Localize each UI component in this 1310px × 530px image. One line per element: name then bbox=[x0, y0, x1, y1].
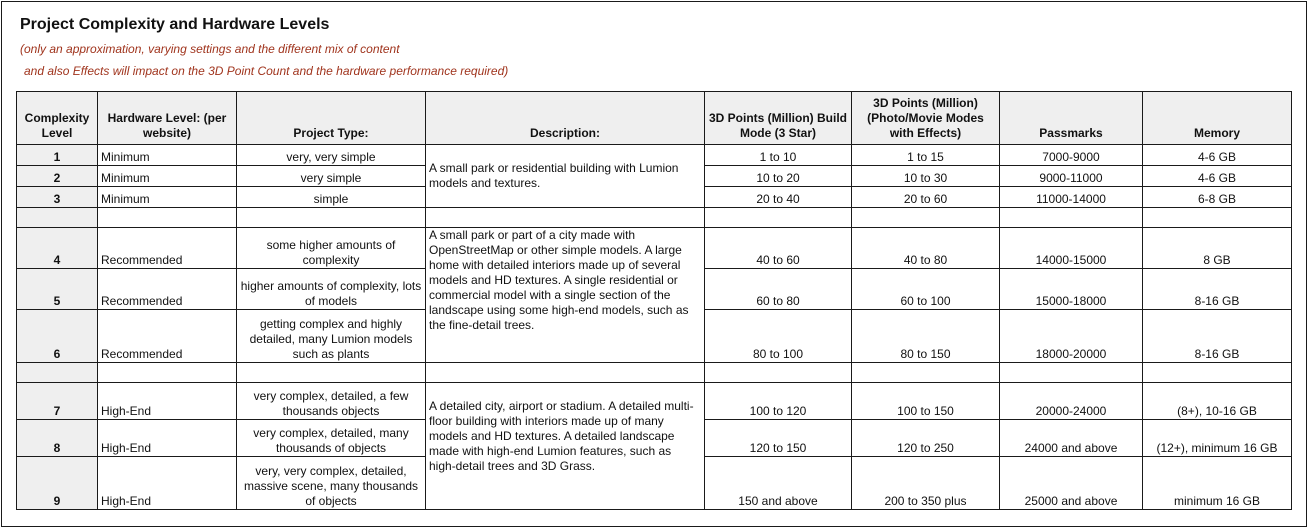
points-build-cell: 100 to 120 bbox=[705, 383, 852, 420]
points-photo-cell: 200 to 350 plus bbox=[852, 457, 1000, 510]
project-type-cell: some higher amounts of complexity bbox=[237, 228, 426, 269]
points-build-cell: 40 to 60 bbox=[705, 228, 852, 269]
memory-cell: (8+), 10-16 GB bbox=[1143, 383, 1292, 420]
level-cell: 3 bbox=[17, 187, 98, 208]
spacer-row bbox=[17, 363, 1292, 383]
note-line-2: and also Effects will impact on the 3D Point Count and the hardware performance required) bbox=[24, 64, 509, 78]
memory-cell: 6-8 GB bbox=[1143, 187, 1292, 208]
header-points-build: 3D Points (Million) Build Mode (3 Star) bbox=[705, 92, 852, 145]
memory-cell: 8 GB bbox=[1143, 228, 1292, 269]
project-type-cell: getting complex and highly detailed, many Lumion models such as plants bbox=[237, 310, 426, 363]
level-cell: 6 bbox=[17, 310, 98, 363]
memory-cell: 4-6 GB bbox=[1143, 145, 1292, 166]
passmarks-cell: 14000-15000 bbox=[1000, 228, 1143, 269]
hardware-cell: Minimum bbox=[98, 166, 237, 187]
project-type-cell: very complex, detailed, a few thousands objects bbox=[237, 383, 426, 420]
memory-cell: 8-16 GB bbox=[1143, 269, 1292, 310]
project-type-cell: simple bbox=[237, 187, 426, 208]
memory-cell: 8-16 GB bbox=[1143, 310, 1292, 363]
project-type-cell: very simple bbox=[237, 166, 426, 187]
passmarks-cell: 9000-11000 bbox=[1000, 166, 1143, 187]
points-photo-cell: 10 to 30 bbox=[852, 166, 1000, 187]
memory-cell: minimum 16 GB bbox=[1143, 457, 1292, 510]
spacer-cell bbox=[1143, 208, 1292, 228]
level-cell: 4 bbox=[17, 228, 98, 269]
hardware-cell: High-End bbox=[98, 457, 237, 510]
hardware-cell: High-End bbox=[98, 383, 237, 420]
header-level: Complexity Level bbox=[17, 92, 98, 145]
points-build-cell: 80 to 100 bbox=[705, 310, 852, 363]
points-photo-cell: 60 to 100 bbox=[852, 269, 1000, 310]
spacer-cell bbox=[852, 363, 1000, 383]
spacer-cell bbox=[237, 363, 426, 383]
project-type-cell: very complex, detailed, many thousands of objects bbox=[237, 420, 426, 457]
passmarks-cell: 7000-9000 bbox=[1000, 145, 1143, 166]
hardware-cell: High-End bbox=[98, 420, 237, 457]
note-line-1: (only an approximation, varying settings and the different mix of content bbox=[20, 42, 400, 56]
passmarks-cell: 11000-14000 bbox=[1000, 187, 1143, 208]
spacer-cell bbox=[705, 208, 852, 228]
spacer-cell bbox=[17, 363, 98, 383]
memory-cell: (12+), minimum 16 GB bbox=[1143, 420, 1292, 457]
header-memory: Memory bbox=[1143, 92, 1292, 145]
passmarks-cell: 20000-24000 bbox=[1000, 383, 1143, 420]
points-build-cell: 150 and above bbox=[705, 457, 852, 510]
points-photo-cell: 40 to 80 bbox=[852, 228, 1000, 269]
spacer-cell bbox=[237, 208, 426, 228]
table-row bbox=[17, 383, 1292, 420]
spacer-cell bbox=[1000, 208, 1143, 228]
table-row bbox=[17, 228, 1292, 269]
points-photo-cell: 120 to 250 bbox=[852, 420, 1000, 457]
project-type-cell: very, very complex, detailed, massive scene, many thousands of objects bbox=[237, 457, 426, 510]
header-project-type: Project Type: bbox=[237, 92, 426, 145]
description-minimum: A small park or residential building with Lumion models and textures. bbox=[426, 145, 705, 208]
level-cell: 5 bbox=[17, 269, 98, 310]
spacer-cell bbox=[426, 208, 705, 228]
memory-cell: 4-6 GB bbox=[1143, 166, 1292, 187]
passmarks-cell: 24000 and above bbox=[1000, 420, 1143, 457]
level-cell: 2 bbox=[17, 166, 98, 187]
table-row bbox=[17, 145, 1292, 166]
level-cell: 9 bbox=[17, 457, 98, 510]
spacer-row bbox=[17, 208, 1292, 228]
description-high-end: A detailed city, airport or stadium. A detailed multi-floor building with interiors made up of many models and HD textures. A detailed landscape made with high-end Lumion features, such as high-detail trees and 3D Grass. bbox=[426, 383, 705, 510]
header-passmarks: Passmarks bbox=[1000, 92, 1143, 145]
spacer-cell bbox=[426, 363, 705, 383]
header-description: Description: bbox=[426, 92, 705, 145]
spacer-cell bbox=[705, 363, 852, 383]
spacer-cell bbox=[1143, 363, 1292, 383]
passmarks-cell: 15000-18000 bbox=[1000, 269, 1143, 310]
level-cell: 1 bbox=[17, 145, 98, 166]
points-photo-cell: 100 to 150 bbox=[852, 383, 1000, 420]
passmarks-cell: 25000 and above bbox=[1000, 457, 1143, 510]
page-title: Project Complexity and Hardware Levels bbox=[20, 16, 330, 33]
points-build-cell: 10 to 20 bbox=[705, 166, 852, 187]
points-photo-cell: 1 to 15 bbox=[852, 145, 1000, 166]
project-type-cell: higher amounts of complexity, lots of models bbox=[237, 269, 426, 310]
points-build-cell: 1 to 10 bbox=[705, 145, 852, 166]
spacer-cell bbox=[852, 208, 1000, 228]
passmarks-cell: 18000-20000 bbox=[1000, 310, 1143, 363]
description-recommended: A small park or part of a city made with OpenStreetMap or other simple models. A large home with detailed interiors made up of several models and HD textures. A single residential or commercial model with a single section of the landscape using some high-end models, such as the fine-detail trees. bbox=[426, 228, 705, 363]
points-build-cell: 120 to 150 bbox=[705, 420, 852, 457]
spacer-cell bbox=[17, 208, 98, 228]
header-points-photo: 3D Points (Million) (Photo/Movie Modes with Effects) bbox=[852, 92, 1000, 145]
header-hardware: Hardware Level: (per website) bbox=[98, 92, 237, 145]
hardware-cell: Recommended bbox=[98, 228, 237, 269]
project-type-cell: very, very simple bbox=[237, 145, 426, 166]
spacer-cell bbox=[98, 363, 237, 383]
points-photo-cell: 20 to 60 bbox=[852, 187, 1000, 208]
spacer-cell bbox=[98, 208, 237, 228]
sheet-frame bbox=[1, 1, 1307, 527]
points-build-cell: 60 to 80 bbox=[705, 269, 852, 310]
complexity-table bbox=[16, 91, 1292, 510]
level-cell: 8 bbox=[17, 420, 98, 457]
points-photo-cell: 80 to 150 bbox=[852, 310, 1000, 363]
hardware-cell: Minimum bbox=[98, 187, 237, 208]
hardware-cell: Recommended bbox=[98, 310, 237, 363]
hardware-cell: Minimum bbox=[98, 145, 237, 166]
points-build-cell: 20 to 40 bbox=[705, 187, 852, 208]
spacer-cell bbox=[1000, 363, 1143, 383]
level-cell: 7 bbox=[17, 383, 98, 420]
hardware-cell: Recommended bbox=[98, 269, 237, 310]
header-row bbox=[17, 92, 1292, 145]
